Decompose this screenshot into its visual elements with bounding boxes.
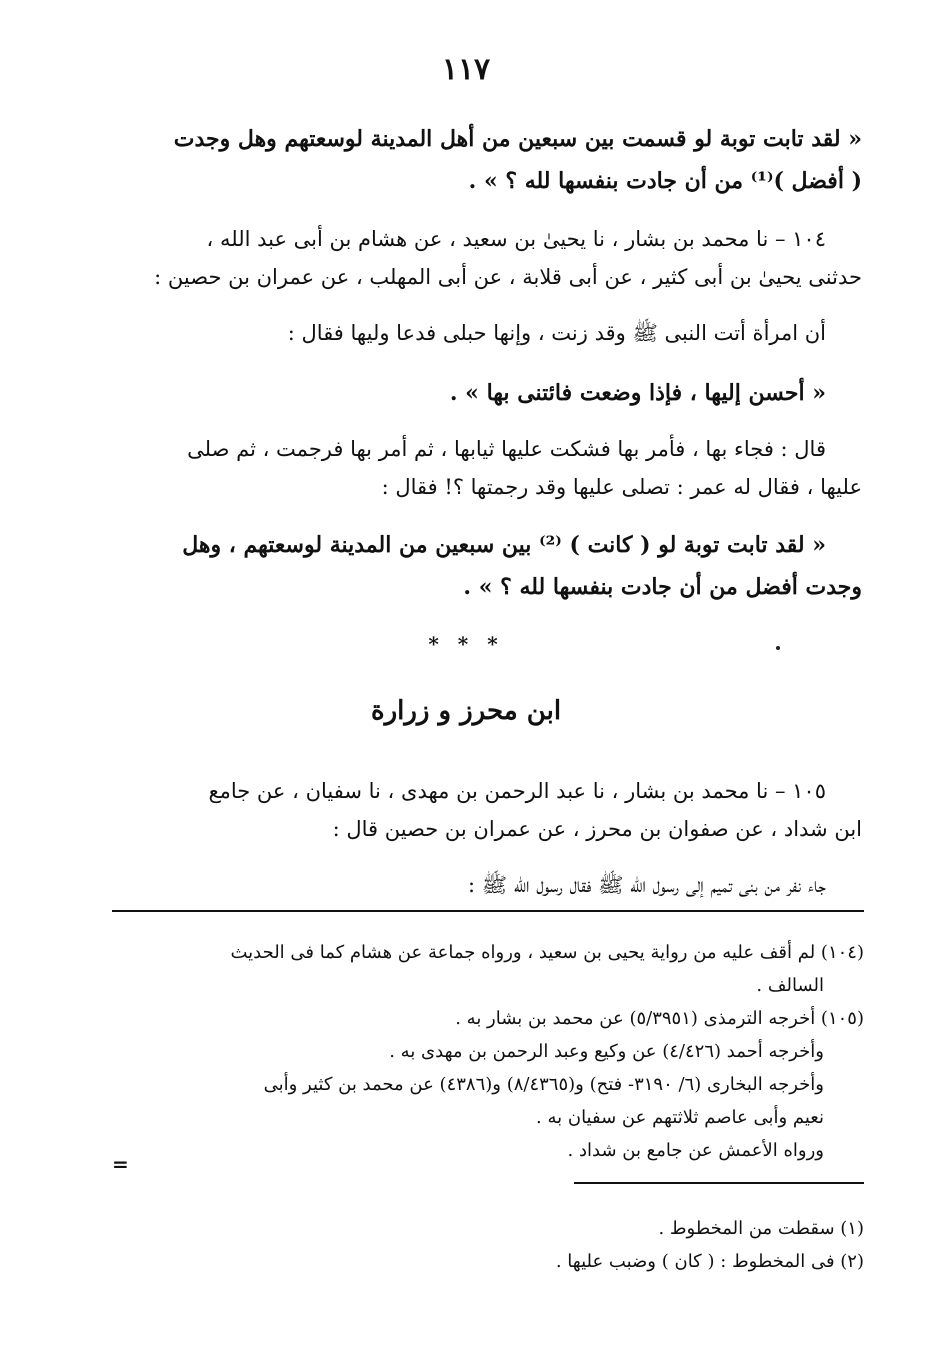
hadith-104-quote1 <box>102 372 862 414</box>
marginal-notes <box>104 1212 864 1278</box>
footnote-line: (١٠٥) أخرجه الترمذى (٥/٣٩٥١) عن محمد بن بشار به . <box>455 1008 864 1029</box>
footnote-divider <box>112 910 864 912</box>
top-quote <box>102 118 862 202</box>
hadith-104-quote2 <box>102 524 862 608</box>
marginal-divider <box>574 1182 864 1184</box>
marginal-note: (١) سقطت من المخطوط . <box>658 1218 864 1239</box>
footnote-line: وأخرجه البخارى (٦/ ٣١٩٠- فتح) و(٨/٤٣٦٥) و(٤٣٨٦) عن محمد بن كثير وأبى <box>263 1074 824 1095</box>
hadith-105-line: جاء نفر من بنى تميم إلى رسول الله ﷺ فقال رسول الله ﷺ : <box>468 873 826 897</box>
hadith-105-matn <box>102 866 862 904</box>
footnote-line: (١٠٤) لم أقف عليه من رواية يحيى بن سعيد ، ورواه جماعة عن هشام كما فى الحديث <box>230 942 864 963</box>
hadith-104-story <box>102 430 862 506</box>
footnote-line: ورواه الأعمش عن جامع بن شداد . <box>567 1140 824 1161</box>
hadith-104-quote: « أحسن إليها ، فإذا وضعت فائتنى بها » . <box>449 380 826 406</box>
hadith-104-line: ١٠٤ – نا محمد بن بشار ، نا يحيىٰ بن سعيد ، عن هشام بن أبى عبد الله ، <box>206 227 826 251</box>
hadith-104-isnad <box>102 220 862 296</box>
hadith-104-line: حدثنى يحيىٰ بن أبى كثير ، عن أبى قلابة ، عن أبى المهلب ، عن عمران بن حصين : <box>154 265 862 289</box>
section-separator: * * * <box>428 632 504 656</box>
hadith-104-matn <box>102 314 862 352</box>
section-heading: ابن محرز و زرارة <box>370 696 562 726</box>
hadith-105-line: ابن شداد ، عن صفوان بن محرز ، عن عمران بن حصين قال : <box>332 817 862 841</box>
hadith-105-isnad <box>102 772 862 848</box>
page-number: ١١٧ <box>441 52 491 87</box>
footnote-line: وأخرجه أحمد (٤/٤٢٦) عن وكيع وعبد الرحمن بن مهدى به . <box>389 1041 824 1062</box>
hadith-104-line: عليها ، فقال له عمر : تصلى عليها وقد رجمتها ؟! فقال : <box>381 475 862 499</box>
top-quote-line: « لقد تابت توبة لو قسمت بين سبعين من أهل المدينة لوسعتهم وهل وجدت <box>173 126 862 152</box>
top-quote-line: ( أفضل )⁽¹⁾ من أن جادت بنفسها لله ؟ » . <box>468 168 862 194</box>
hadith-105-line: ١٠٥ – نا محمد بن بشار ، نا عبد الرحمن بن مهدى ، نا سفيان ، عن جامع <box>208 779 826 803</box>
footnote-line: نعيم وأبى عاصم ثلاثتهم عن سفيان به . <box>536 1107 824 1128</box>
continuation-mark: = <box>112 1152 129 1176</box>
hadith-104-line: أن امرأة أتت النبى ﷺ وقد زنت ، وإنها حبلى فدعا وليها فقال : <box>287 321 826 345</box>
takhrij-notes <box>104 936 864 1167</box>
hadith-104-line: قال : فجاء بها ، فأمر بها فشكت عليها ثيابها ، ثم أمر بها فرجمت ، ثم صلى <box>187 437 826 461</box>
footnote-line: السالف . <box>756 975 824 996</box>
stray-dot <box>776 646 780 650</box>
marginal-note: (٢) فى المخطوط : ( كان ) وضبب عليها . <box>555 1251 864 1272</box>
hadith-104-quote: « لقد تابت توبة لو ( كانت ) ⁽²⁾ بين سبعين من المدينة لوسعتهم ، وهل <box>182 532 826 558</box>
hadith-104-quote: وجدت أفضل من أن جادت بنفسها لله ؟ » . <box>463 574 862 600</box>
